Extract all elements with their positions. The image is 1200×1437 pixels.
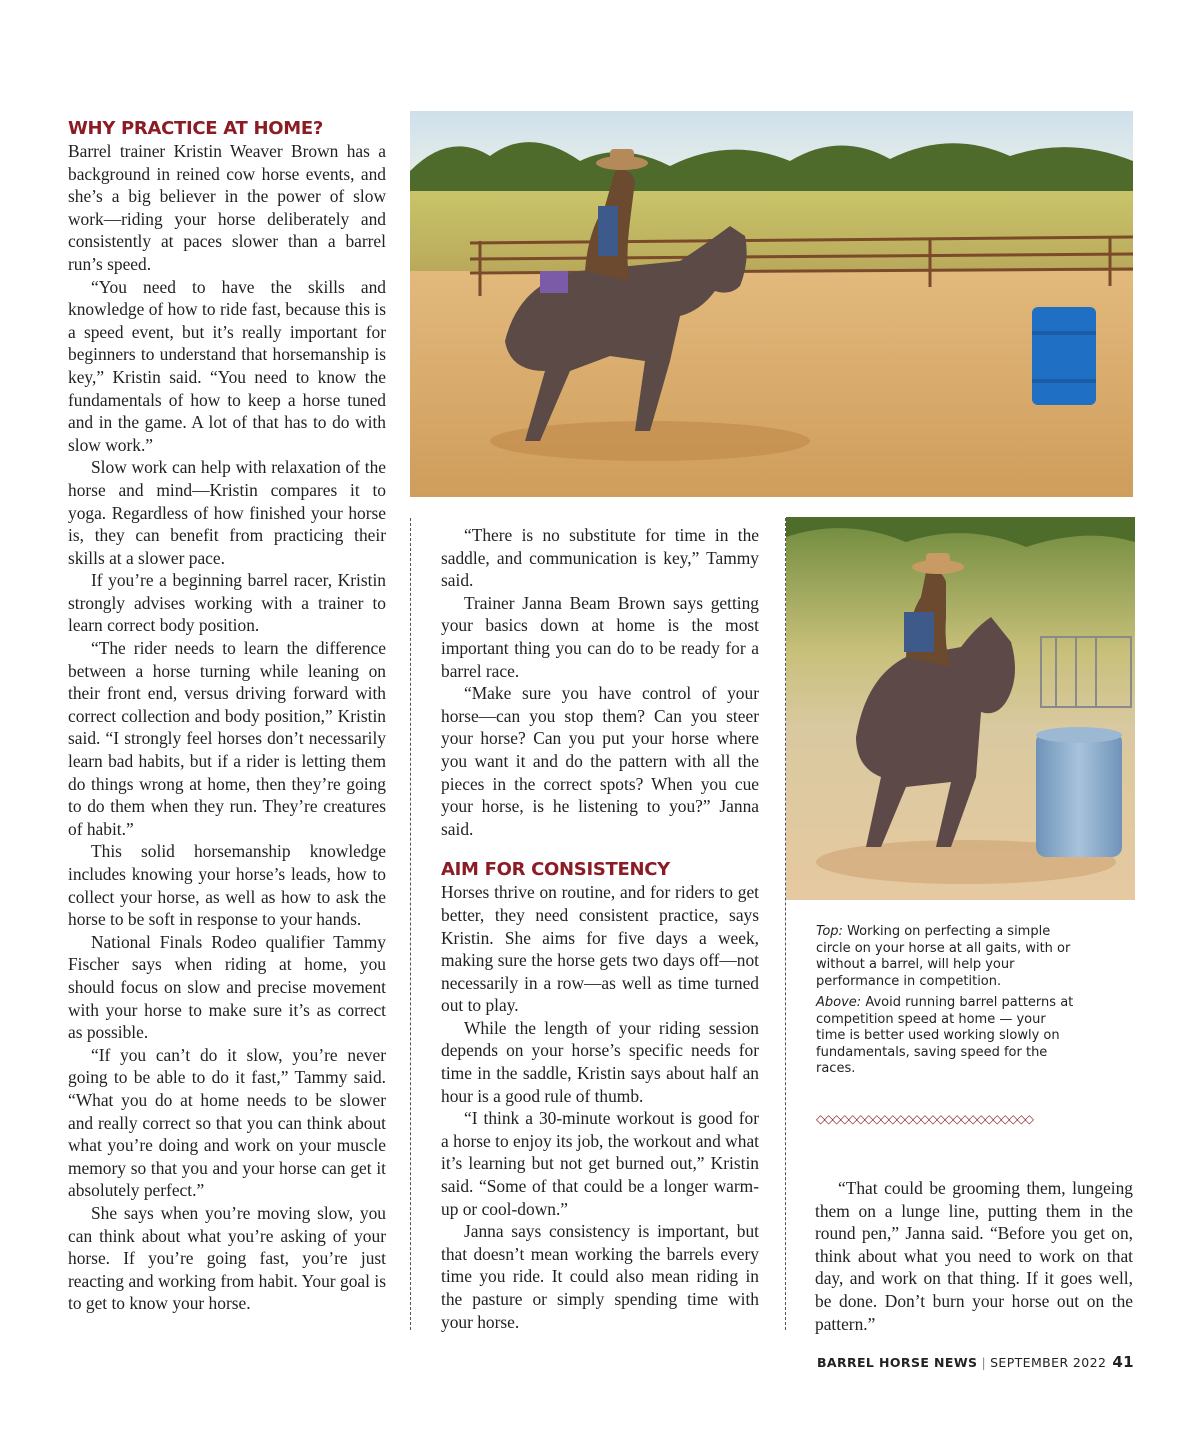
issue-date: SEPTEMBER 2022 (990, 1355, 1107, 1370)
paragraph: “I think a 30-minute workout is good for a horse to enjoy its job, the workout and what it’s learning but not get burned out,” Kristin said. “Some of that could be a longer warm-up or cool-down.” (441, 1108, 759, 1219)
caption-above-label: Above: (816, 995, 862, 1010)
paragraph: Janna says consistency is important, but that doesn’t mean working the barrels every time you ride. It could also mean riding in the pasture or simply spending time with your horse. (441, 1221, 759, 1332)
article-column-3 (815, 1177, 1133, 1335)
paragraph: “The rider needs to learn the difference between a horse turning while leaning on their front end, versus driving forward with correct collection and body position,” Kristin said. “I strongly feel horses don’t necessarily learn bad habits, but if a rider is letting them do things wrong at home, then they’re going to do them when they run. They’re creatures of habit.” (68, 638, 386, 839)
paragraph: “That could be grooming them, lungeing them on a lunge line, putting them in the round pen,” Janna said. “Before you get on, think about what you need to work on that day, and work on that thing. If it goes well, be done. Don’t burn your horse out on the pattern.” (815, 1178, 1133, 1334)
decorative-diamond-divider: ◇◇◇◇◇◇◇◇◇◇◇◇◇◇◇◇◇◇◇◇◇◇◇◇◇◇◇ (816, 1112, 1033, 1126)
paragraph: While the length of your riding session depends on your horse’s specific needs for time in the saddle, Kristin says about half an hour is a good rule of thumb. (441, 1017, 759, 1106)
caption-top-text: Working on perfecting a simple circle on your horse at all gaits, with or without a barrel, will help your performance in competition. (816, 924, 1071, 989)
paragraph: Barrel trainer Kristin Weaver Brown has a background in reined cow horse events, and she’s a big believer in the power of slow work—riding your horse deliberately and consistently at paces slower than a barrel run’s speed. (68, 141, 386, 274)
paragraph: National Finals Rodeo qualifier Tammy Fischer says when riding at home, you should focus on slow and precise movement with your horse to make sure it’s as correct as possible. (68, 931, 386, 1043)
page-footer (817, 1353, 1134, 1371)
paragraph: Slow work can help with relaxation of the horse and mind—Kristin compares it to yoga. Regardless of how finished your horse is, they can benefit from practicing their skills at a slower pace. (68, 457, 386, 568)
section-heading-consistency: AIM FOR CONSISTENCY (441, 859, 670, 881)
paragraph: “Make sure you have control of your horse—can you stop them? Can you steer your horse? Can you put your horse where you want it and do the pattern with all the pieces in the correct spots? When you cue your horse, is he listening to you?” Janna said. (441, 683, 759, 839)
top-photo-rider-loping (410, 111, 1133, 497)
magazine-name: BARREL HORSE NEWS (816, 1355, 978, 1370)
article-column-2 (441, 524, 759, 1333)
footer-separator: | (981, 1355, 987, 1370)
paragraph: “If you can’t do it slow, you’re never going to be able to do it fast,” Tammy said. “What you do at home needs to be slower and really correct so that you can think about what you’re doing and work on your muscle memory so that you and your horse can get it absolutely perfect.” (68, 1044, 386, 1201)
paragraph: If you’re a beginning barrel racer, Kristin strongly advises working with a trainer to learn correct body position. (68, 570, 386, 636)
caption-above (816, 995, 1076, 1078)
paragraph: Horses thrive on routine, and for riders to get better, they need consistent practice, says Kristin. She aims for five days a week, making sure the horse gets two days off—not necessarily in a row—as well as time turned out to play. (441, 882, 759, 1016)
column-rule-left (410, 518, 411, 1330)
paragraph: This solid horsemanship knowledge includes knowing your horse’s leads, how to collect your horse, as well as how to ask the horse to be soft in response to your hands. (68, 841, 386, 930)
article-column-1 (68, 118, 386, 1315)
paragraph: “You need to have the skills and knowledge of how to ride fast, because this is a speed event, but it’s really important for beginners to understand that horsemanship is key,” Kristin said. “You need to know the fundamentals of how to keep a horse tuned and in the game. A lot of that has to do with slow work.” (68, 276, 386, 455)
photo-caption (816, 924, 1076, 1083)
right-photo-rider-turning-barrel (786, 517, 1135, 900)
section-heading-why-practice: WHY PRACTICE AT HOME? (68, 118, 323, 139)
paragraph: “There is no substitute for time in the saddle, and communication is key,” Tammy said. (441, 525, 759, 591)
page-number: 41 (1112, 1353, 1134, 1371)
paragraph: She says when you’re moving slow, you can think about what you’re asking of your horse. If you’re going fast, you’re just reacting and working from habit. Your goal is to get to know your horse. (68, 1202, 386, 1314)
paragraph: Trainer Janna Beam Brown says getting your basics down at home is the most important thing you can do to be ready for a barrel race. (441, 592, 759, 681)
caption-top-label: Top: (816, 924, 843, 939)
caption-top (816, 924, 1076, 990)
caption-above-text: Avoid running barrel patterns at competition speed at home — your time is better used working slowly on fundamentals, saving speed for the races. (816, 995, 1074, 1076)
